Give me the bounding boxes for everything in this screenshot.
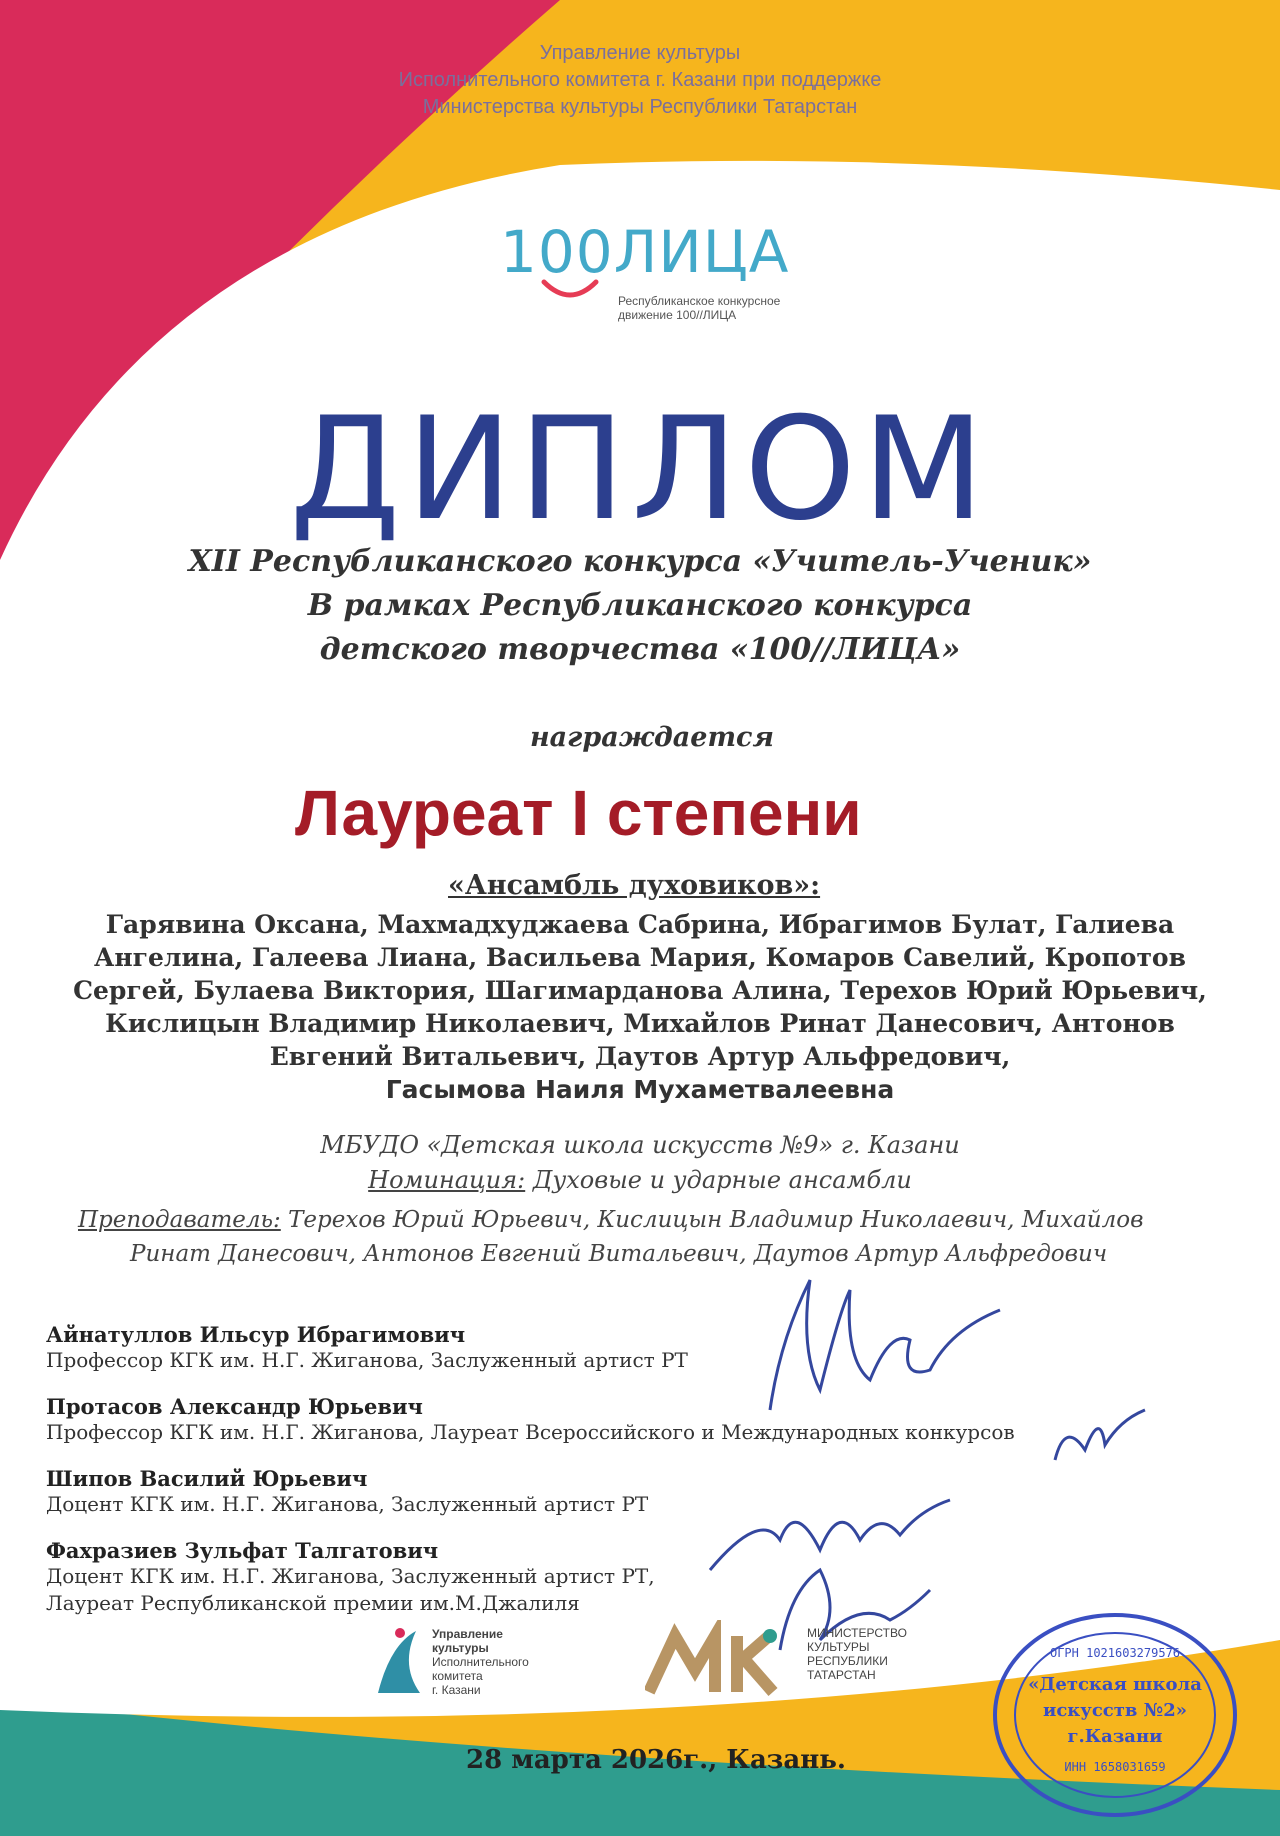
members-line: Гасымова Наиля Мухаметвалеевна	[385, 1075, 895, 1104]
header-line: Исполнительного комитета г. Казани при поддержке	[398, 69, 882, 91]
teachers-line: Терехов Юрий Юрьевич, Кислицын Владимир Николаевич, Михайлов	[280, 1207, 1144, 1233]
logo-line: Управление	[432, 1627, 503, 1641]
jury-name: Айнатуллов Ильсур Ибрагимович	[46, 1322, 466, 1347]
smile-icon	[540, 278, 600, 304]
signature-icon	[740, 1270, 1030, 1420]
nomination	[0, 1163, 1280, 1197]
stamp-text	[990, 1672, 1240, 1750]
members-line: Сергей, Булаева Виктория, Шагимарданова Алина, Терехов Юрий Юрьевич,	[73, 976, 1207, 1005]
school-name: МБУДО «Детская школа искусств №9» г. Казани	[320, 1131, 960, 1159]
header-line: Управление культуры	[539, 42, 741, 64]
jury-position: Профессор КГК им. Н.Г. Жиганова, Заслуженный артист РТ	[46, 1348, 688, 1372]
stamp-line: г.Казани	[1067, 1726, 1163, 1747]
subtitle-line: XII Республиканского конкурса «Учитель-Ученик»	[188, 544, 1092, 579]
stamp-inn: ИНН 1658031659	[1064, 1760, 1166, 1774]
stamp-line: «Детская школа	[1028, 1674, 1202, 1695]
nomination-label: Номинация:	[368, 1166, 526, 1194]
award-title: Лауреат I степени	[295, 777, 862, 849]
culture-department-logo	[370, 1625, 560, 1705]
logo-line: культуры	[432, 1641, 489, 1655]
subtitle-line: В рамках Республиканского конкурса	[307, 588, 973, 623]
header-organizations	[0, 40, 1280, 121]
caption-line: Республиканское конкурсное	[618, 294, 781, 308]
jury-name: Протасов Александр Юрьевич	[46, 1394, 423, 1419]
members-line: Гарявина Оксана, Махмадхуджаева Сабрина, Ибрагимов Булат, Галиева	[105, 910, 1175, 939]
contest-logo	[500, 218, 820, 328]
official-stamp	[990, 1610, 1240, 1820]
logo-line: Исполнительного	[432, 1655, 529, 1669]
nomination-value: Духовые и ударные ансамбли	[525, 1166, 912, 1194]
stamp-line: искусств №2»	[1042, 1700, 1188, 1721]
jury-member	[46, 1538, 655, 1617]
culture-department-emblem-icon	[370, 1625, 426, 1695]
ensemble-name: «Ансамбль духовиков»:	[448, 870, 821, 901]
jury-member	[46, 1322, 688, 1374]
logo-line: КУЛЬТУРЫ	[807, 1640, 870, 1654]
culture-department-text	[432, 1627, 529, 1697]
ministry-text	[807, 1626, 907, 1682]
jury-position: Доцент КГК им. Н.Г. Жиганова, Заслуженный артист РТ,	[46, 1564, 655, 1588]
document-title: ДИПЛОМ	[289, 387, 991, 552]
logo-line: МИНИСТЕРСТВО	[807, 1626, 907, 1640]
caption-line: движение 100//ЛИЦА	[618, 308, 737, 322]
logo-line: РЕСПУБЛИКИ	[807, 1654, 888, 1668]
ministry-emblem-icon	[645, 1620, 785, 1700]
header-line: Министерства культуры Республики Татарстан	[422, 96, 858, 118]
jury-name: Шипов Василий Юрьевич	[46, 1466, 368, 1491]
ministry-logo	[645, 1620, 925, 1710]
issue-date-text: 28 марта 2026г., Казань.	[466, 1745, 846, 1775]
contest-subtitle	[0, 540, 1280, 672]
teachers	[78, 1203, 1228, 1271]
jury-position: Доцент КГК им. Н.Г. Жиганова, Заслуженный артист РТ	[46, 1492, 649, 1516]
members-line: Евгений Витальевич, Даутов Артур Альфредович,	[269, 1042, 1011, 1071]
subtitle-line: детского творчества «100//ЛИЦА»	[319, 632, 961, 667]
logo-line: ТАТАРСТАН	[807, 1668, 876, 1682]
members-list	[0, 908, 1280, 1106]
logo-line: комитета	[432, 1669, 483, 1683]
teachers-line: Ринат Данесович, Антонов Евгений Витальевич, Даутов Артур Альфредович	[130, 1241, 1108, 1267]
members-line: Ангелина, Галеева Лиана, Васильева Мария, Комаров Савелий, Кропотов	[94, 943, 1186, 972]
awarded-label: награждается	[530, 722, 774, 753]
contest-logo-text: 100ЛИЦА	[500, 218, 790, 286]
jury-name: Фахразиев Зульфат Талгатович	[46, 1538, 439, 1563]
logo-line: г. Казани	[432, 1683, 481, 1697]
members-line: Кислицын Владимир Николаевич, Михайлов Ринат Данесович, Антонов	[105, 1009, 1175, 1038]
contest-logo-caption	[618, 294, 780, 322]
signature-icon	[1045, 1400, 1155, 1480]
issue-date	[466, 1745, 846, 1775]
jury-position: Профессор КГК им. Н.Г. Жиганова, Лауреат Всероссийского и Международных конкурсов	[46, 1420, 1015, 1444]
jury-position: Лауреат Республиканской премии им.М.Джалиля	[46, 1591, 580, 1615]
jury-member	[46, 1466, 648, 1518]
teachers-label: Преподаватель:	[78, 1207, 281, 1233]
stamp-ogrn: ОГРН 1021603279576	[1049, 1646, 1181, 1660]
